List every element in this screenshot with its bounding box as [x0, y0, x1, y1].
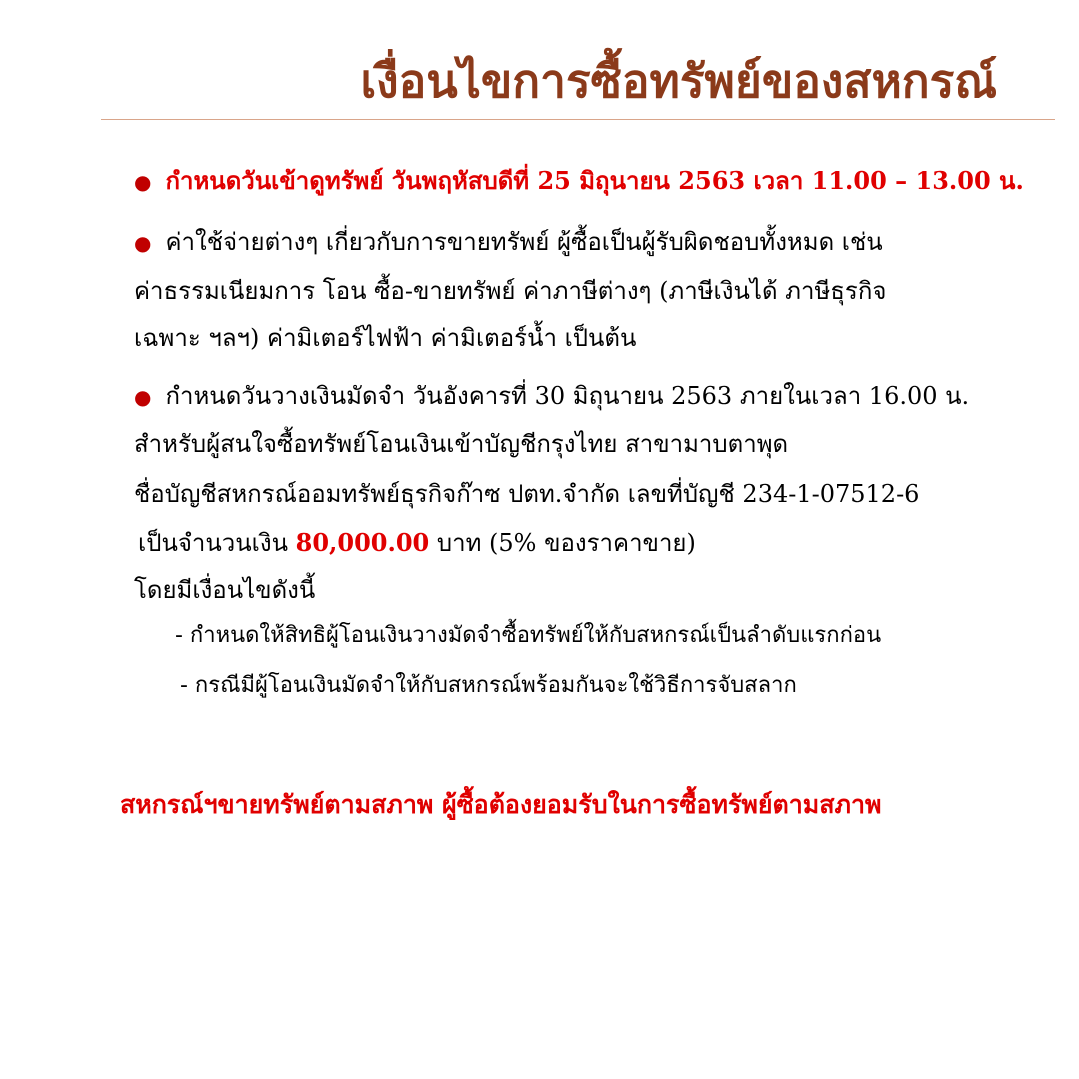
item-3-text-1: กำหนดวันวางเงินมัดจำ วันอังคารที่ 30 มิถุนายน 2563 ภายในเวลา 16.00 น.: [165, 382, 970, 410]
condition-2: - กรณีมีผู้โอนเงินมัดจำให้กับสหกรณ์พร้อมกันจะใช้วิธีการจับสลาก: [180, 673, 797, 698]
item-3-amount-line: [138, 527, 696, 559]
item-2-line-2: ค่าธรรมเนียมการ โอน ซื้อ-ขายทรัพย์ ค่าภาษีต่างๆ (ภาษีเงินได้ ภาษีธุรกิจ: [134, 277, 887, 305]
amount-prefix: เป็นจำนวนเงิน: [138, 529, 296, 557]
item-2-text-1: ค่าใช้จ่ายต่างๆ เกี่ยวกับการขายทรัพย์ ผู้ซื้อเป็นผู้รับผิดชอบทั้งหมด เช่น: [165, 228, 883, 256]
item-2-line-3: เฉพาะ ฯลฯ) ค่ามิเตอร์ไฟฟ้า ค่ามิเตอร์น้ำ เป็นต้น: [134, 324, 637, 352]
condition-1: - กำหนดให้สิทธิผู้โอนเงินวางมัดจำซื้อทรัพย์ให้กับสหกรณ์เป็นลำดับแรกก่อน: [175, 623, 882, 648]
conditions-intro: โดยมีเงื่อนไขดังนี้: [134, 576, 316, 604]
item-3-line-3: ชื่อบัญชีสหกรณ์ออมทรัพย์ธุรกิจก๊าซ ปตท.จำกัด เลขที่บัญชี 234-1-07512-6: [134, 480, 920, 508]
amount-value: 80,000.00: [295, 528, 430, 557]
amount-suffix: บาท (5% ของราคาขาย): [429, 529, 696, 557]
item-3-line-1: [134, 380, 969, 413]
bullet-icon: ●: [134, 170, 152, 194]
item-2-line-1: [134, 226, 883, 259]
item-1: [134, 165, 1024, 198]
bullet-icon: ●: [134, 385, 152, 409]
page-title: เงื่อนไขการซื้อทรัพย์ของสหกรณ์: [360, 54, 997, 108]
title-divider: [101, 119, 1055, 120]
bullet-icon: ●: [134, 231, 152, 255]
item-1-text: กำหนดวันเข้าดูทรัพย์ วันพฤหัสบดีที่ 25 มิถุนายน 2563 เวลา 11.00 – 13.00 น.: [165, 166, 1024, 195]
item-3-line-2: สำหรับผู้สนใจซื้อทรัพย์โอนเงินเข้าบัญชีกรุงไทย สาขามาบตาพุด: [134, 430, 789, 458]
footer-note: สหกรณ์ฯขายทรัพย์ตามสภาพ ผู้ซื้อต้องยอมรับในการซื้อทรัพย์ตามสภาพ: [120, 790, 882, 819]
